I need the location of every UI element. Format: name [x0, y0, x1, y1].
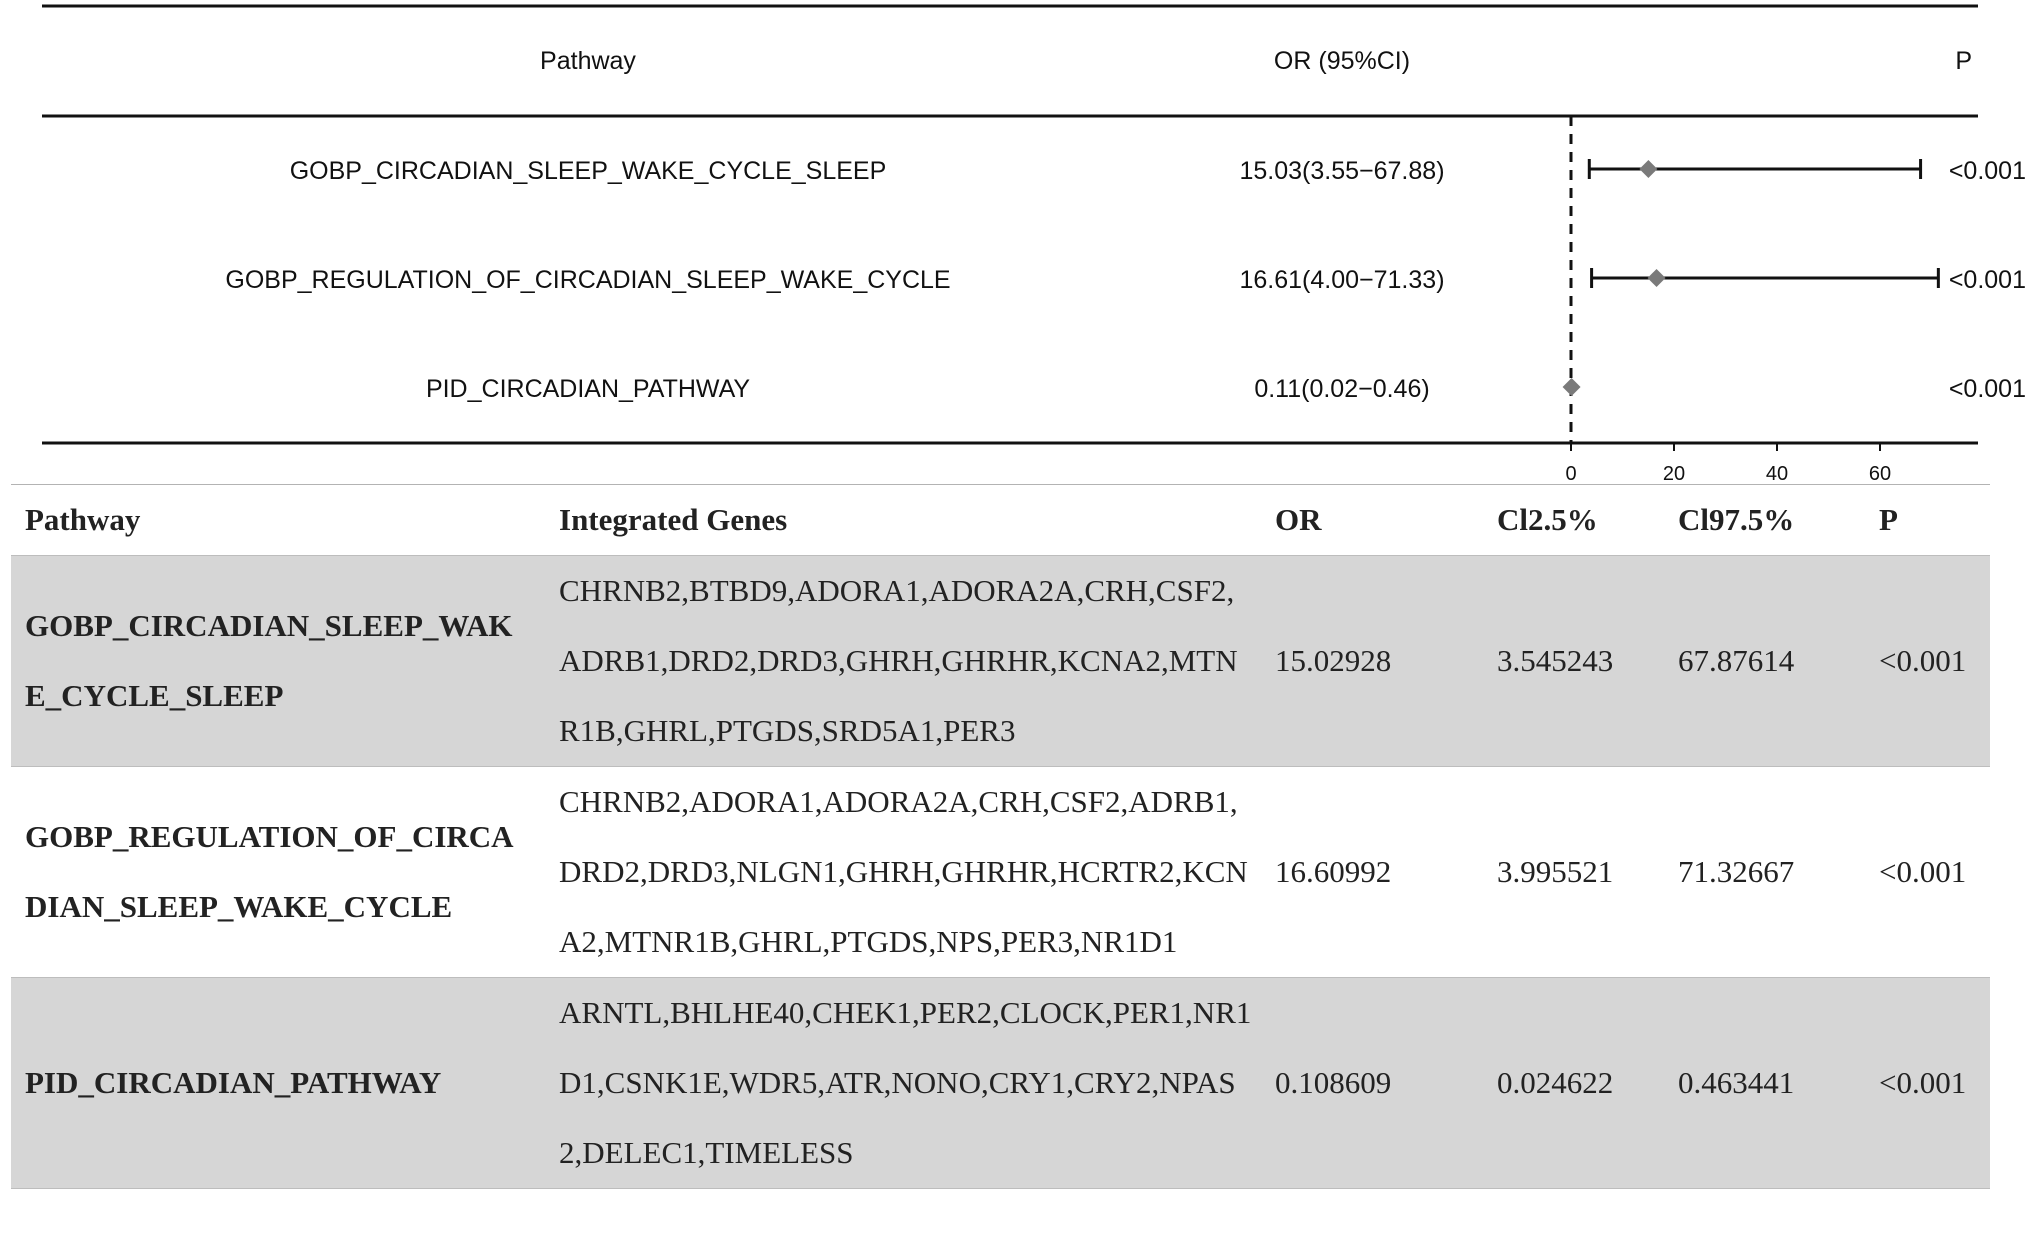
- forest-row-or-ci: 0.11(0.02−0.46): [1254, 375, 1430, 403]
- forest-marks: [1563, 116, 1939, 443]
- cell-ci-low: 3.995521: [1483, 767, 1664, 978]
- cell-genes: ARNTL,BHLHE40,CHEK1,PER2,CLOCK,PER1,NR1D1,CSNK1E,WDR5,ATR,NONO,CRY1,CRY2,NPAS2,DELEC1,TIMELESS: [545, 978, 1261, 1189]
- cell-pathway: GOBP_REGULATION_OF_CIRCADIAN_SLEEP_WAKE_CYCLE: [11, 767, 545, 978]
- table-row: [11, 767, 1990, 978]
- forest-row-or-ci: 15.03(3.55−67.88): [1239, 157, 1445, 185]
- forest-plot: [0, 0, 2030, 484]
- cell-ci-high: 0.463441: [1664, 978, 1865, 1189]
- forest-row-p: <0.001: [1948, 266, 2026, 294]
- table-row: [11, 556, 1990, 767]
- x-tick-label: 60: [1868, 463, 1892, 484]
- cell-ci-high: 71.32667: [1664, 767, 1865, 978]
- or-point: [1563, 378, 1581, 396]
- col-header-or: OR: [1261, 485, 1483, 556]
- table-header-row: [11, 485, 1990, 556]
- cell-genes: CHRNB2,ADORA1,ADORA2A,CRH,CSF2,ADRB1,DRD2,DRD3,NLGN1,GHRH,GHRHR,HCRTR2,KCNA2,MTNR1B,GHRL,PTGDS,NPS,PER3,NR1D1: [545, 767, 1261, 978]
- cell-or: 15.02928: [1261, 556, 1483, 767]
- col-header-p: P: [1865, 485, 1990, 556]
- cell-pathway: GOBP_CIRCADIAN_SLEEP_WAKE_CYCLE_SLEEP: [11, 556, 545, 767]
- forest-row-pathway: GOBP_CIRCADIAN_SLEEP_WAKE_CYCLE_SLEEP: [289, 157, 887, 185]
- col-header-ci-high: Cl97.5%: [1664, 485, 1865, 556]
- forest-row-p: <0.001: [1948, 157, 2026, 185]
- cell-genes: CHRNB2,BTBD9,ADORA1,ADORA2A,CRH,CSF2,ADRB1,DRD2,DRD3,GHRH,GHRHR,KCNA2,MTNR1B,GHRL,PTGDS,SRD5A1,PER3: [545, 556, 1261, 767]
- forest-header-or-ci: OR (95%CI): [1273, 47, 1411, 75]
- forest-row-p: <0.001: [1948, 375, 2026, 403]
- cell-ci-high: 67.87614: [1664, 556, 1865, 767]
- x-tick-label: 0: [1565, 463, 1577, 484]
- forest-row-or-ci: 16.61(4.00−71.33): [1239, 266, 1445, 294]
- cell-ci-low: 3.545243: [1483, 556, 1664, 767]
- x-tick-label: 20: [1662, 463, 1686, 484]
- forest-row-pathway: GOBP_REGULATION_OF_CIRCADIAN_SLEEP_WAKE_CYCLE: [225, 266, 951, 294]
- or-point: [1648, 269, 1666, 287]
- forest-header-p: P: [1955, 47, 1972, 75]
- cell-p: <0.001: [1865, 978, 1990, 1189]
- cell-pathway: PID_CIRCADIAN_PATHWAY: [11, 978, 545, 1189]
- x-tick-label: 40: [1765, 463, 1789, 484]
- forest-row-pathway: PID_CIRCADIAN_PATHWAY: [425, 375, 751, 403]
- table-row: [11, 978, 1990, 1189]
- cell-or: 0.108609: [1261, 978, 1483, 1189]
- forest-x-axis: [1565, 443, 1891, 484]
- col-header-genes: Integrated Genes: [545, 485, 1261, 556]
- cell-or: 16.60992: [1261, 767, 1483, 978]
- col-header-pathway: Pathway: [11, 485, 545, 556]
- forest-header-pathway: Pathway: [540, 47, 636, 75]
- results-table: [11, 484, 1990, 1189]
- cell-p: <0.001: [1865, 767, 1990, 978]
- cell-ci-low: 0.024622: [1483, 978, 1664, 1189]
- col-header-ci-low: Cl2.5%: [1483, 485, 1664, 556]
- or-point: [1639, 160, 1657, 178]
- cell-p: <0.001: [1865, 556, 1990, 767]
